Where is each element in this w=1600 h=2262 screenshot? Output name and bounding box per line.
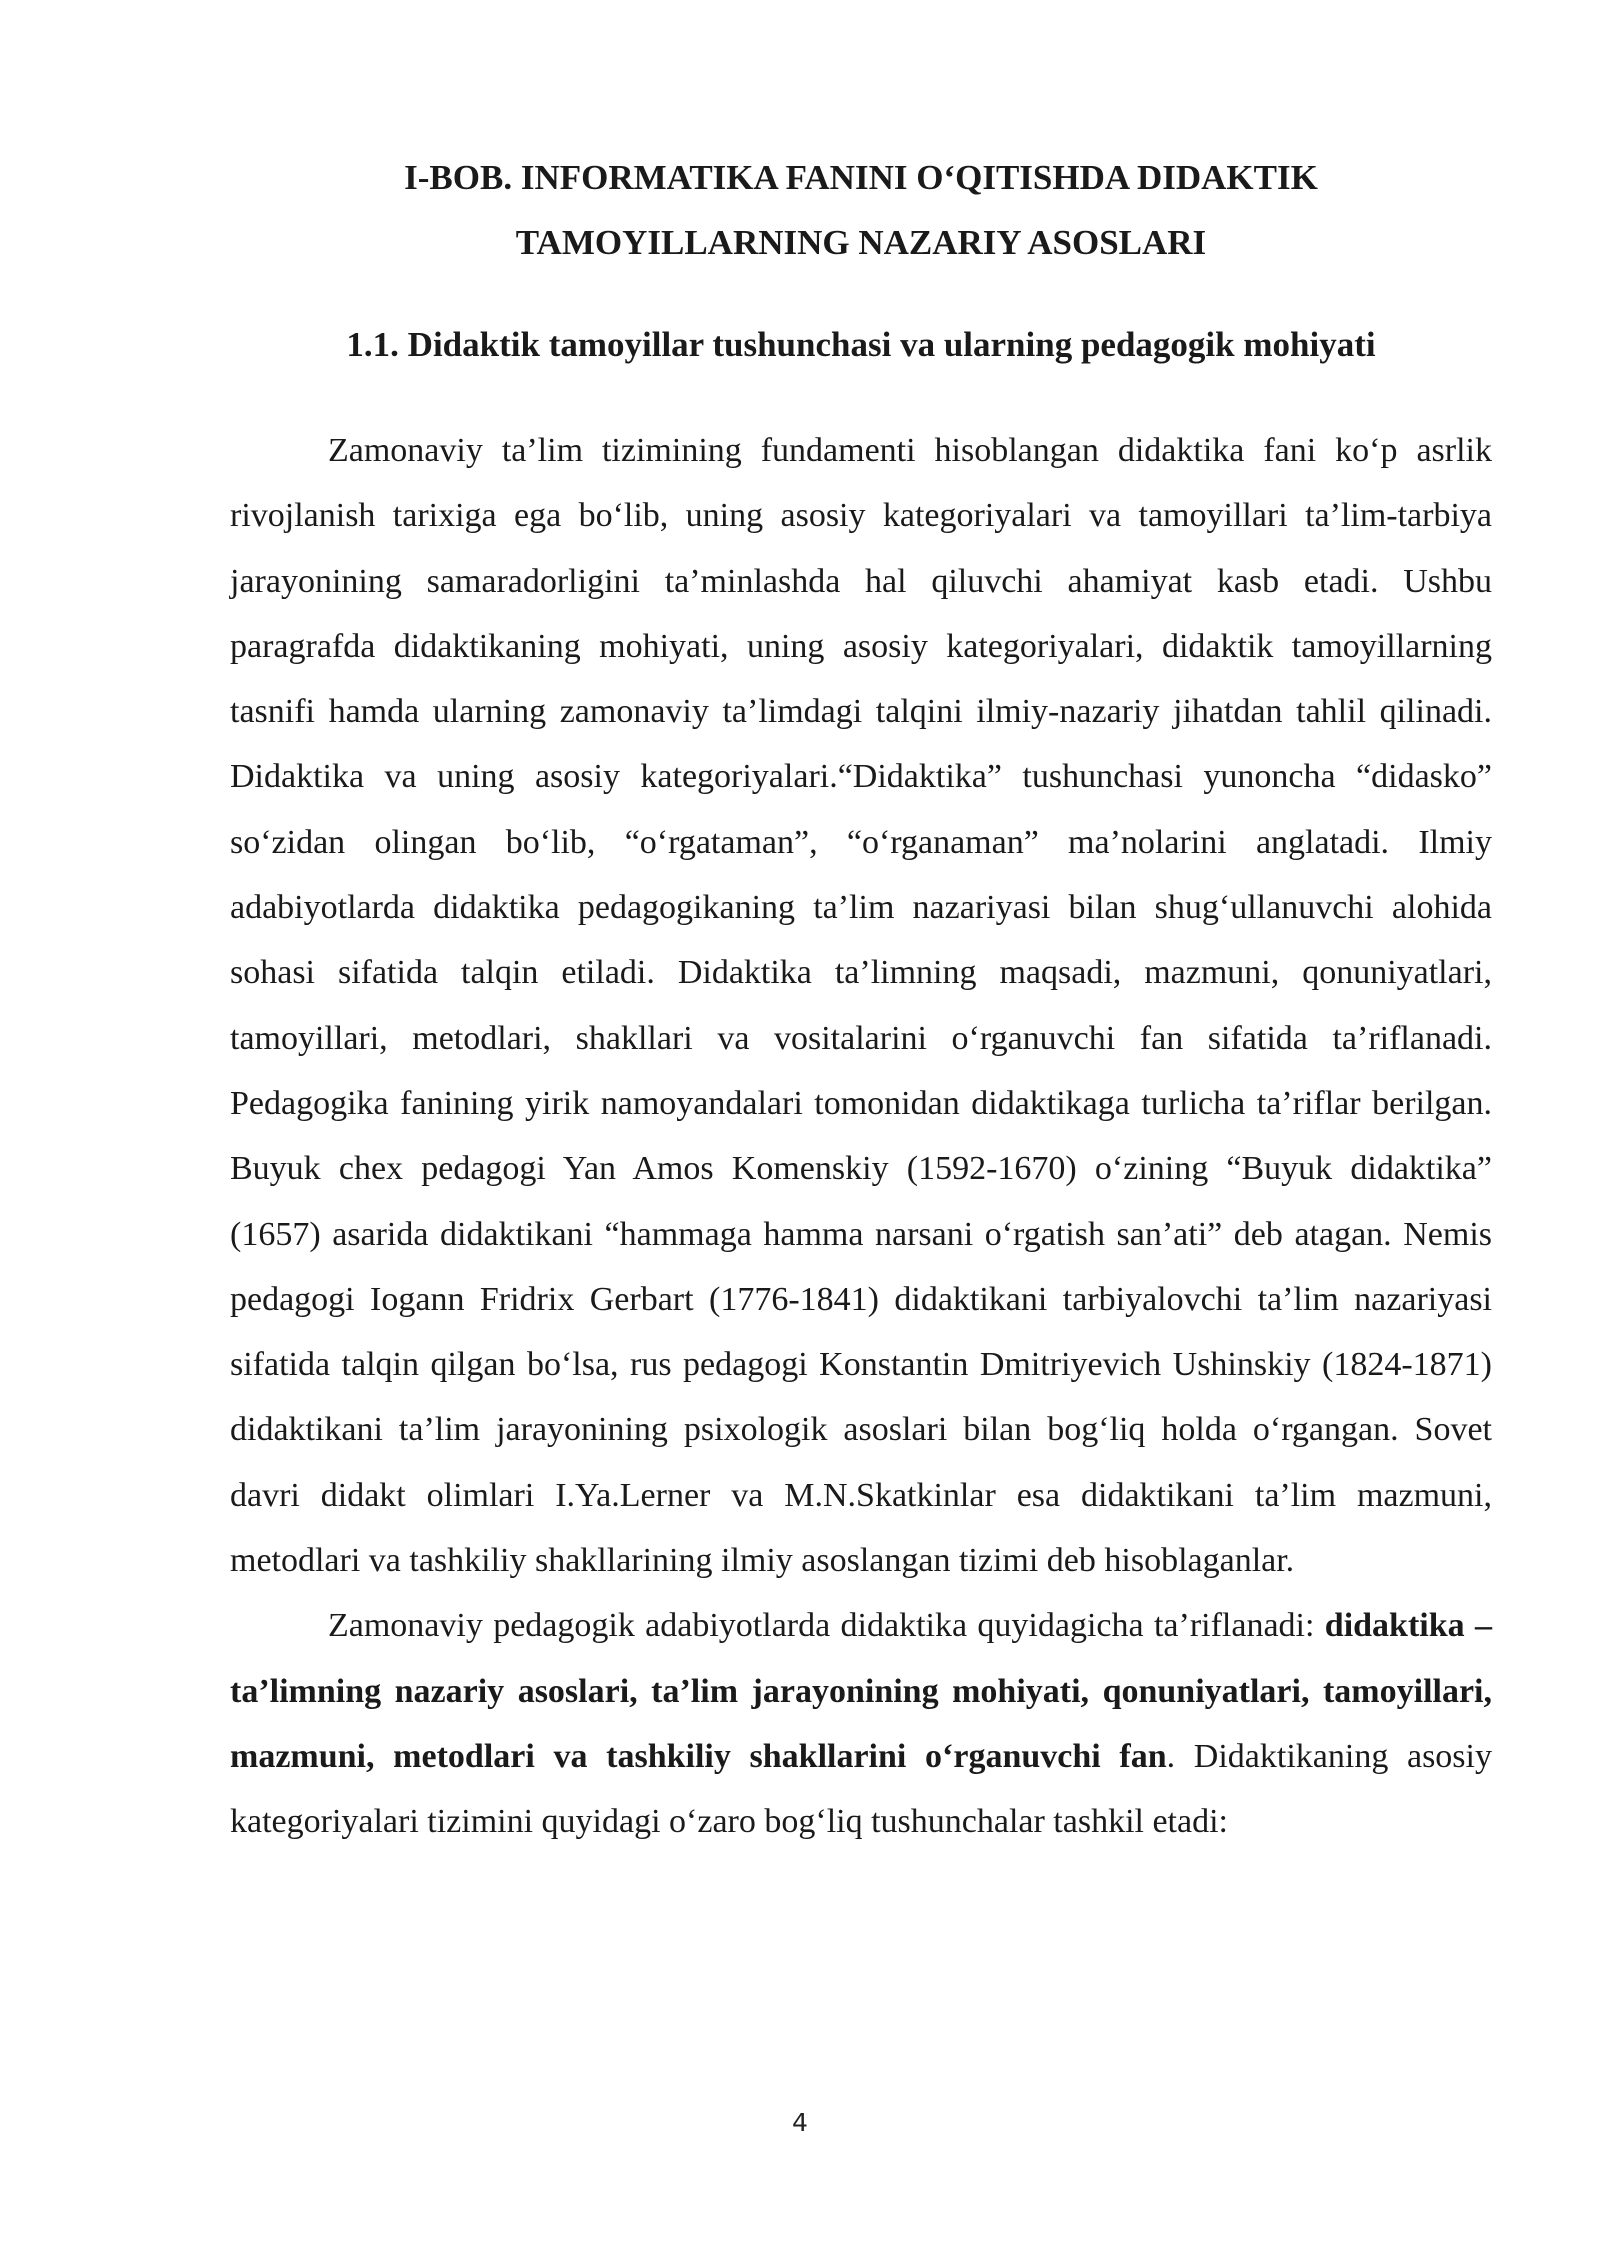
- chapter-title: [230, 145, 1492, 275]
- chapter-title-line-2: TAMOYILLARNING NAZARIY ASOSLARI: [515, 223, 1207, 262]
- chapter-title-line-1: I-BOB. INFORMATIKA FANINI O‘QITISHDA DIDAKTIK: [404, 158, 1318, 197]
- body-text: [230, 418, 1492, 1855]
- section-title: 1.1. Didaktik tamoyillar tushunchasi va ularning pedagogik mohiyati: [346, 325, 1376, 364]
- paragraph-2: [230, 1593, 1492, 1854]
- paragraph-2-lead: Zamonaviy pedagogik adabiyotlarda didaktika quyidagicha ta’riflanadi:: [328, 1607, 1325, 1645]
- paragraph-2-tail: . Didaktikaning asosiy kategoriyalari tizimini quyidagi o‘zaro bog‘liq tushunchalar tashkil etadi:: [230, 1737, 1492, 1841]
- paragraph-1: Zamonaviy ta’lim tizimining fundamenti hisoblangan didaktika fani ko‘p asrlik rivojlanish tarixiga ega bo‘lib, uning asosiy kategoriyalari va tamoyillari ta’lim-tarbiya jarayonining samaradorligini ta’minlashda hal qiluvchi ahamiyat kasb etadi. Ushbu paragrafda didaktikaning mohiyati, uning asosiy kategoriyalari, didaktik tamoyillarning tasnifi hamda ularning zamonaviy ta’limdagi talqini ilmiy-nazariy jihatdan tahlil qilinadi. Didaktika va uning asosiy kategoriyalari.“Didaktika” tushunchasi yunoncha “didasko” so‘zidan olingan bo‘lib, “o‘rgataman”, “o‘rganaman” ma’nolarini anglatadi. Ilmiy adabiyotlarda didaktika pedagogikaning ta’lim nazariyasi bilan shug‘ullanuvchi alohida sohasi sifatida talqin etiladi. Didaktika ta’limning maqsadi, mazmuni, qonuniyatlari, tamoyillari, metodlari, shakllari va vositalarini o‘rganuvchi fan sifatida ta’riflanadi. Pedagogika fanining yirik namoyandalari tomonidan didaktikaga turlicha ta’riflar berilgan. Buyuk chex pedagogi Yan Amos Komenskiy (1592-1670) o‘zining “Buyuk didaktika” (1657) asarida didaktikani “hammaga hamma narsani o‘rgatish san’ati” deb atagan. Nemis pedagogi Iogann Fridrix Gerbart (1776-1841) didaktikani tarbiyalovchi ta’lim nazariyasi sifatida talqin qilgan bo‘lsa, rus pedagogi Konstantin Dmitriyevich Ushinskiy (1824-1871) didaktikani ta’lim jarayonining psixologik asoslari bilan bog‘liq holda o‘rgangan. Sovet davri didakt olimlari I.Ya.Lerner va M.N.Skatkinlar esa didaktikani ta’lim mazmuni, metodlari va tashkiliy shakllarining ilmiy asoslangan tizimi deb hisoblaganlar.: [230, 432, 1492, 1580]
- page-number: 4: [792, 2108, 808, 2137]
- didaktika-definition: didaktika – ta’limning nazariy asoslari, ta’lim jarayonining mohiyati, qonuniyatlari, tamoyillari, mazmuni, metodlari va tashkiliy shakllarini o‘rganuvchi fan: [230, 1607, 1492, 1775]
